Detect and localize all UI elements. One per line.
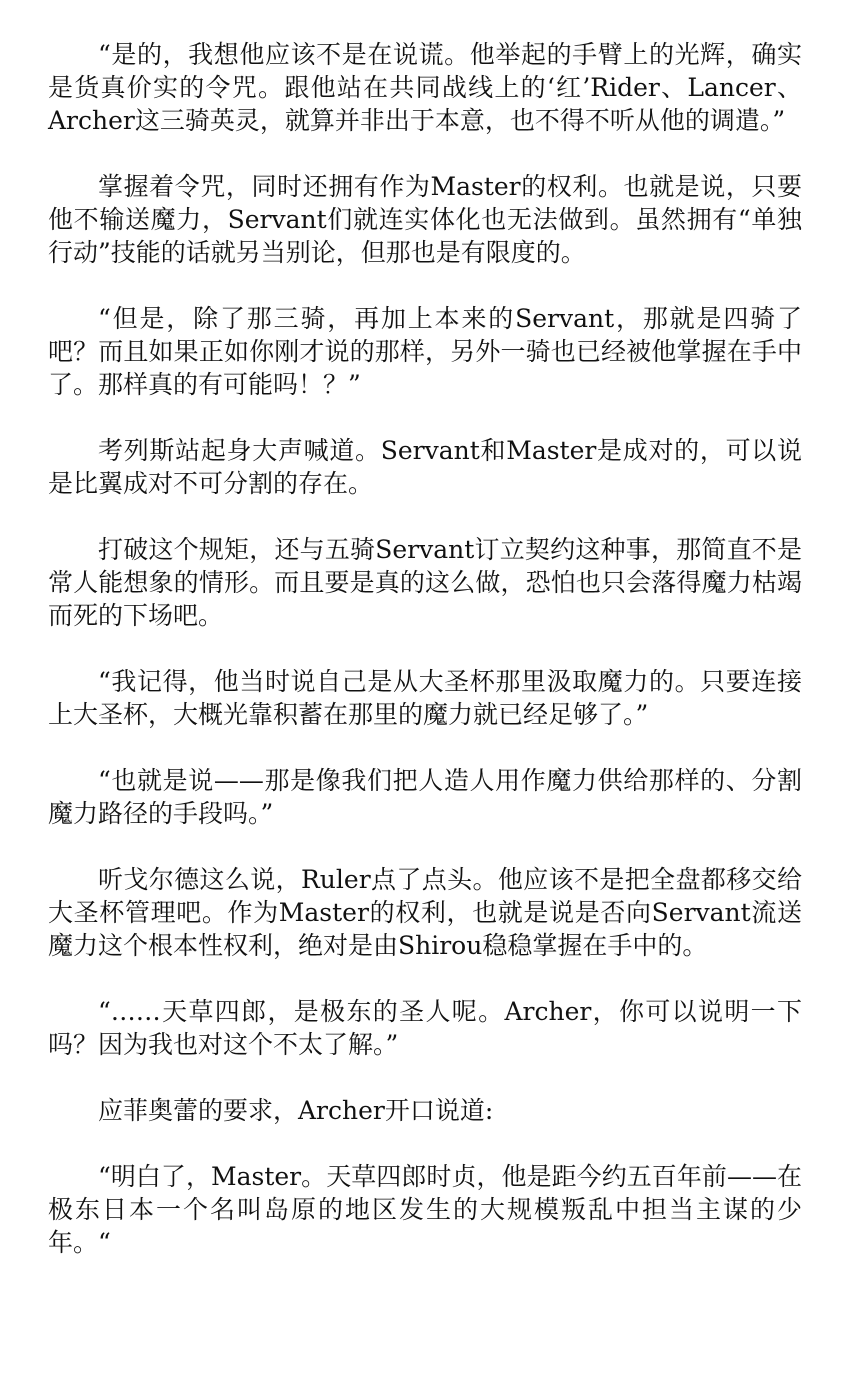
paragraph: “……天草四郎，是极东的圣人呢。Archer，你可以说明一下吗？因为我也对这个不太了解。” xyxy=(48,997,802,1059)
paragraph: “我记得，他当时说自己是从大圣杯那里汲取魔力的。只要连接上大圣杯，大概光靠积蓄在那里的魔力就已经足够了。” xyxy=(48,667,802,729)
paragraph: 打破这个规矩，还与五骑Servant订立契约这种事，那简直不是常人能想象的情形。而且要是真的这么做，恐怕也只会落得魔力枯竭而死的下场吧。 xyxy=(48,535,802,630)
paragraph: 掌握着令咒，同时还拥有作为Master的权利。也就是说，只要他不输送魔力，Servant们就连实体化也无法做到。虽然拥有“单独行动”技能的话就另当别论，但那也是有限度的。 xyxy=(48,172,802,267)
paragraph: “明白了，Master。天草四郎时贞，他是距今约五百年前——在极东日本一个名叫岛原的地区发生的大规模叛乱中担当主谋的少年。“ xyxy=(48,1162,802,1257)
paragraph: “是的，我想他应该不是在说谎。他举起的手臂上的光辉，确实是货真价实的令咒。跟他站在共同战线上的‘红’Rider、Lancer、Archer这三骑英灵，就算并非出于本意，也不得不听从他的调遣。” xyxy=(48,40,802,135)
paragraph: “也就是说——那是像我们把人造人用作魔力供给那样的、分割魔力路径的手段吗。” xyxy=(48,766,802,828)
document-page xyxy=(48,38,802,1259)
paragraph: “但是，除了那三骑，再加上本来的Servant，那就是四骑了吧？而且如果正如你刚才说的那样，另外一骑也已经被他掌握在手中了。那样真的有可能吗！？” xyxy=(48,304,802,399)
paragraph: 听戈尔德这么说，Ruler点了点头。他应该不是把全盘都移交给大圣杯管理吧。作为Master的权利，也就是说是否向Servant流送魔力这个根本性权利，绝对是由Shirou稳稳掌握在手中的。 xyxy=(48,865,802,960)
paragraph: 应菲奥蕾的要求，Archer开口说道: xyxy=(98,1096,494,1125)
paragraph: 考列斯站起身大声喊道。Servant和Master是成对的，可以说是比翼成对不可分割的存在。 xyxy=(48,436,802,498)
